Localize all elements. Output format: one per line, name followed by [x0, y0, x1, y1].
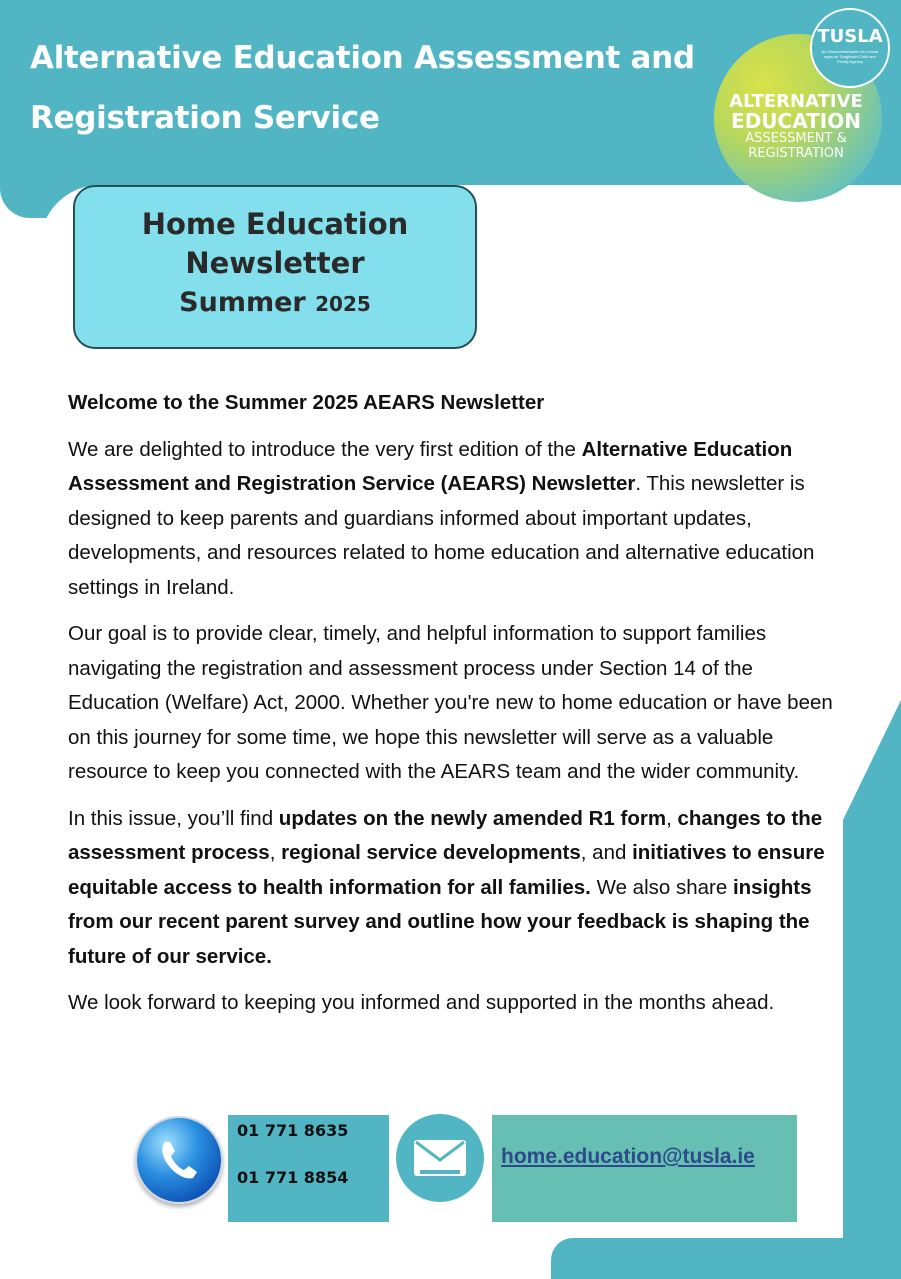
phone-numbers-box — [228, 1115, 389, 1222]
bottom-decorative-shape — [551, 1238, 901, 1279]
mail-icon — [396, 1114, 484, 1202]
issue-highlight-survey: insights from our recent parent survey and outline how your feedback is shaping the future of our service. — [68, 875, 812, 968]
phone-number-1[interactable]: 01 771 8635 — [237, 1121, 349, 1140]
issue-text: , and — [580, 841, 633, 864]
newsletter-title-box — [73, 185, 477, 349]
aears-logo-text — [716, 92, 876, 161]
issue-separator: , — [666, 806, 678, 830]
intro-text: We are delighted to introduce the very first edition of the — [68, 437, 582, 461]
intro-text-continued: . This newsletter is designed to keep parents and guardians informed about important updates, developments, and resources related to home education and alternative education settings in Ireland. — [68, 472, 815, 599]
intro-paragraph — [68, 433, 838, 606]
logo-line-alternative: ALTERNATIVE — [729, 91, 863, 112]
logo-line-education: EDUCATION — [731, 109, 861, 133]
logo-line-assessment: ASSESSMENT & — [745, 131, 847, 146]
issue-highlight-health: initiatives to ensure equitable access to health information for all families. — [68, 841, 825, 899]
issue-highlight-regional: regional service developments — [281, 841, 581, 864]
issue-highlight-assessment: changes to the assessment process — [68, 806, 823, 864]
phone-number-2[interactable]: 01 771 8854 — [237, 1168, 349, 1187]
logo-line-registration: REGISTRATION — [748, 146, 844, 161]
header-title: Alternative Education Assessment and Registration Service — [30, 40, 695, 136]
welcome-heading: Welcome to the Summer 2025 AEARS Newsletter — [68, 391, 545, 414]
title-season: Summer — [179, 287, 306, 318]
issue-text: In this issue, you’ll find — [68, 806, 279, 830]
email-link[interactable]: home.education@tusla.ie — [501, 1145, 755, 1168]
title-line-season — [75, 283, 475, 324]
title-year: 2025 — [315, 292, 371, 316]
title-line-home-education: Home Education — [141, 207, 409, 241]
tusla-logo-name: TUSLA — [817, 26, 883, 47]
issue-separator: , — [269, 841, 282, 864]
issue-text: We also share — [590, 875, 733, 899]
issue-highlight-r1: updates on the newly amended R1 form — [278, 806, 667, 830]
newsletter-body — [68, 386, 838, 1033]
closing-paragraph: We look forward to keeping you informed and supported in the months ahead. — [68, 991, 775, 1014]
title-line-newsletter: Newsletter — [185, 246, 365, 280]
tusla-logo-subtitle: An Ghníomhaireacht um Leanaí agus an Teaghlach Child and Family Agency — [821, 49, 879, 64]
right-decorative-shape — [843, 700, 901, 1279]
intro-service-name: Alternative Education Assessment and Registration Service (AEARS) Newsletter — [68, 437, 793, 495]
goal-paragraph: Our goal is to provide clear, timely, and helpful information to support families navigating the registration and assessment process under Section 14 of the Education (Welfare) Act, 2000. Whether you're new to home education or have been on this journey for some time, we hope this newsletter will serve as a valuable resource to keep you connected with the AEARS team and the wider community. — [68, 622, 833, 783]
tusla-logo — [810, 8, 890, 88]
email-box — [492, 1115, 797, 1222]
phone-icon — [135, 1116, 223, 1204]
issue-paragraph — [68, 802, 838, 975]
